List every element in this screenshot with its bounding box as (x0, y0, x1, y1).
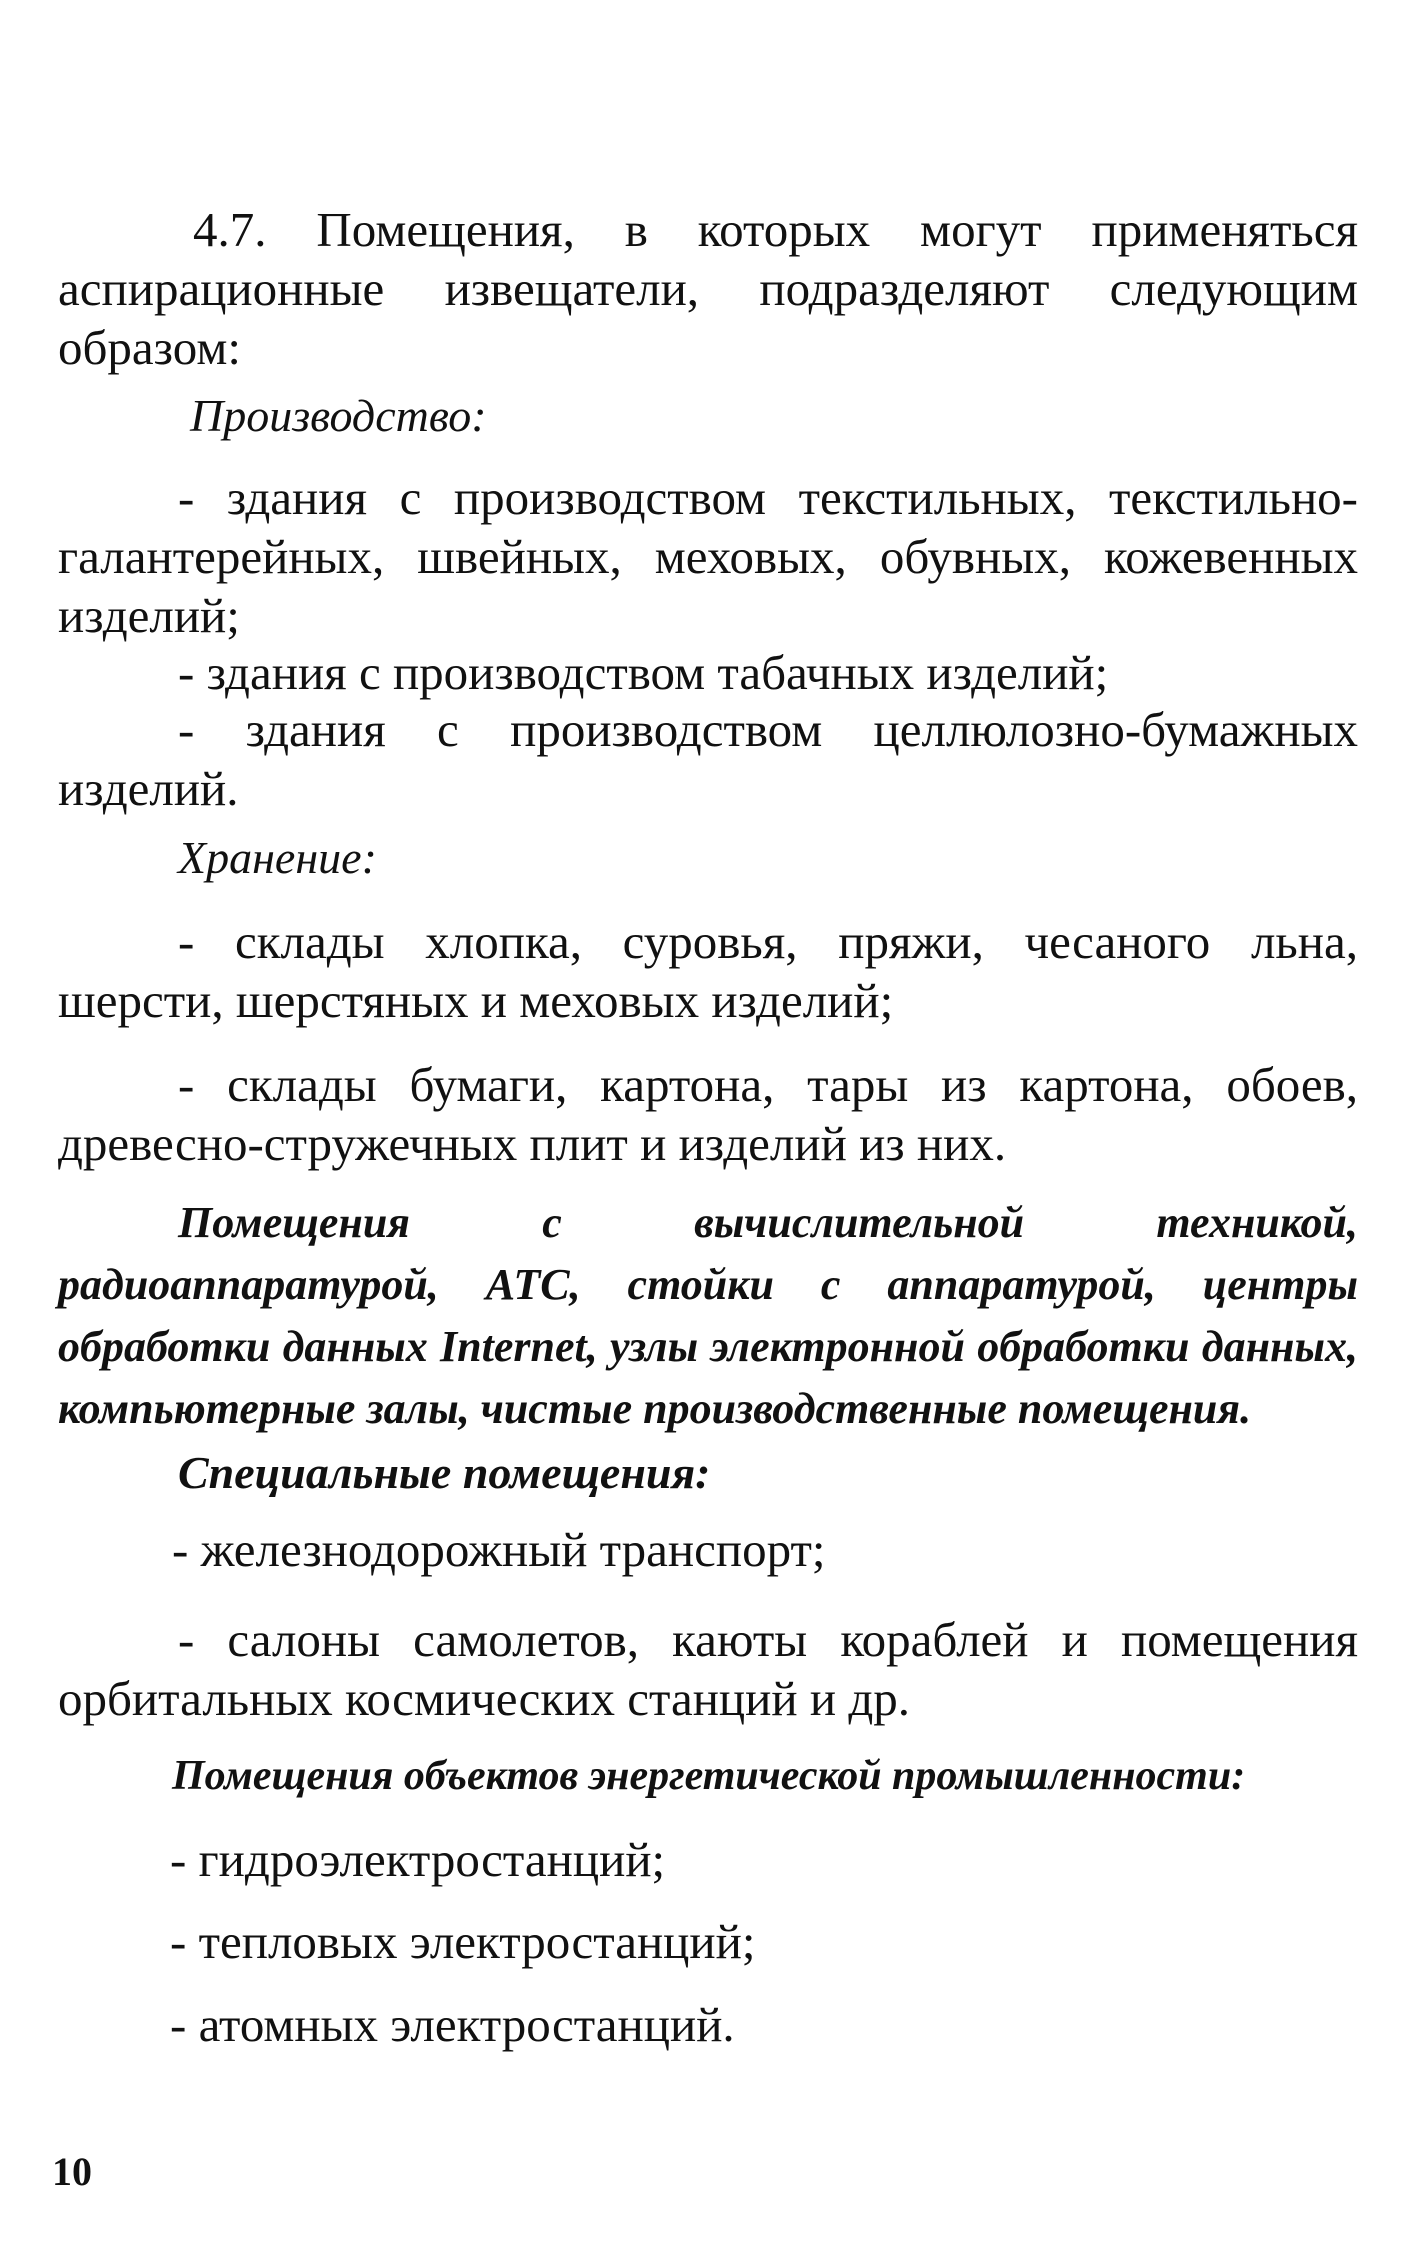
list-item-storage-1: - склады хлопка, суровья, пряжи, чесаного льна, шерсти, шерстяных и меховых изделий; (58, 914, 1358, 1028)
list-item-energy-2: - тепловых электростанций; (170, 1914, 756, 1969)
list-item-production-2: - здания с производством табачных изделий; (178, 645, 1109, 700)
list-item-special-1: - железнодорожный транспорт; (172, 1522, 826, 1577)
section-heading-energy: Помещения объектов энергетической промышленности: (172, 1753, 1246, 1799)
section-heading-special: Специальные помещения: (178, 1447, 711, 1498)
page-number: 10 (52, 2149, 92, 2194)
list-item-special-2: - салоны самолетов, каюты кораблей и помещения орбитальных космических станций и др. (58, 1612, 1358, 1726)
section-heading-storage: Хранение: (178, 832, 377, 883)
list-item-storage-2: - склады бумаги, картона, тары из картона, обоев, древесно-стружечных плит и изделий из них. (58, 1057, 1358, 1171)
computing-rooms-paragraph: Помещения с вычислительной техникой, радиоаппаратурой, АТС, стойки с аппаратурой, центры обработки данных Internet, узлы электронной обработки данных, компьютерные залы, чистые производственные помещения. (58, 1198, 1358, 1433)
list-item-production-3: - здания с производством целлюлозно-бумажных изделий. (58, 702, 1358, 816)
list-item-energy-1: - гидроэлектростанций; (170, 1832, 666, 1887)
intro-paragraph: 4.7. Помещения, в которых могут применяться аспирационные извещатели, подразделяют следующим образом: (58, 202, 1358, 375)
list-item-energy-3: - атомных электростанций. (170, 1997, 735, 2052)
section-heading-production: Производство: (190, 390, 487, 441)
list-item-production-1: - здания с производством текстильных, текстильно-галантерейных, швейных, меховых, обувных, кожевенных изделий; (58, 470, 1358, 643)
